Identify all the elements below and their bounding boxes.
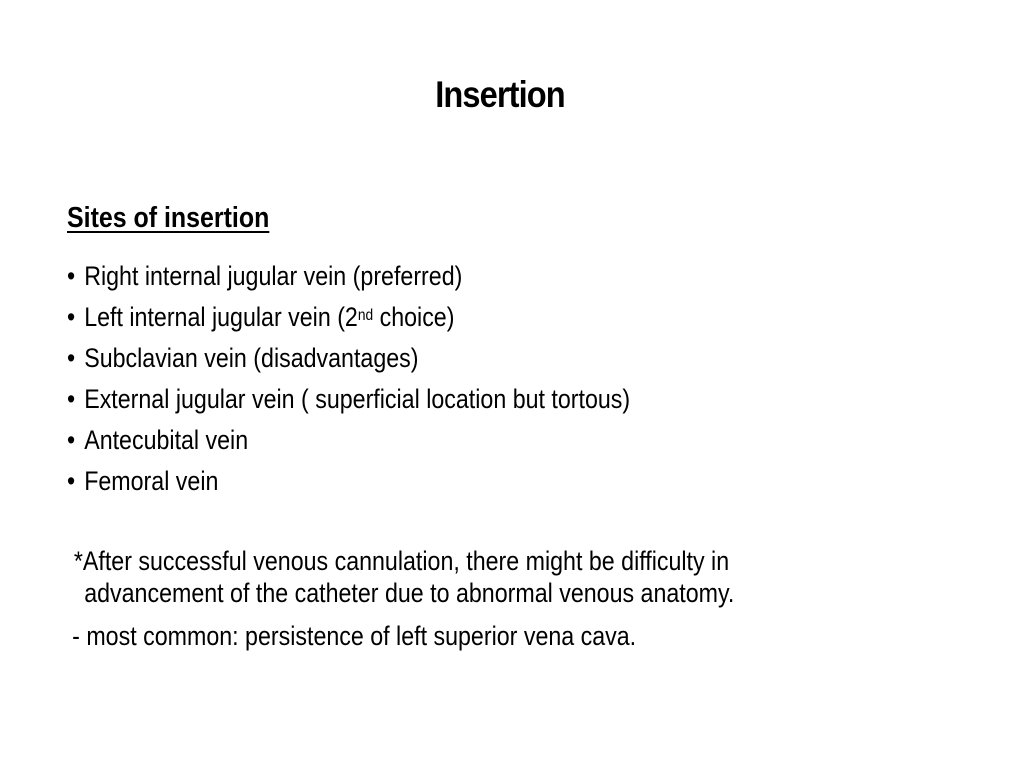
- slide-title: Insertion: [435, 74, 565, 115]
- bullet-text: Right internal jugular vein (preferred): [84, 261, 463, 291]
- footnote: [74, 545, 934, 609]
- bullet-item: [67, 297, 630, 338]
- bullet-item: [67, 420, 630, 461]
- bullet-item: [67, 256, 630, 297]
- bullet-text: Femoral vein: [84, 466, 219, 496]
- bullet-marker: •: [67, 261, 76, 291]
- bullet-marker: •: [67, 384, 76, 414]
- bullet-list: [67, 256, 630, 502]
- ordinal-suffix: nd: [357, 307, 374, 324]
- sub-note: - most common: persistence of left superior vena cava.: [72, 621, 637, 651]
- bullet-text: Left internal jugular vein (2: [84, 302, 358, 332]
- bullet-marker: •: [67, 343, 76, 373]
- bullet-text-continued: choice): [373, 302, 455, 332]
- bullet-item: [67, 379, 630, 420]
- bullet-marker: •: [67, 302, 76, 332]
- bullet-text: Subclavian vein (disadvantages): [84, 343, 419, 373]
- bullet-marker: •: [67, 425, 76, 455]
- bullet-item: [67, 461, 630, 502]
- bullet-text: External jugular vein ( superficial location but tortous): [84, 384, 631, 414]
- footnote-line: *After successful venous cannulation, there might be difficulty in: [73, 546, 730, 576]
- section-heading: Sites of insertion: [67, 202, 270, 234]
- footnote-line: advancement of the catheter due to abnormal venous anatomy.: [84, 578, 735, 608]
- bullet-marker: •: [67, 466, 76, 496]
- bullet-item: [67, 338, 630, 379]
- bullet-text: Antecubital vein: [84, 425, 249, 455]
